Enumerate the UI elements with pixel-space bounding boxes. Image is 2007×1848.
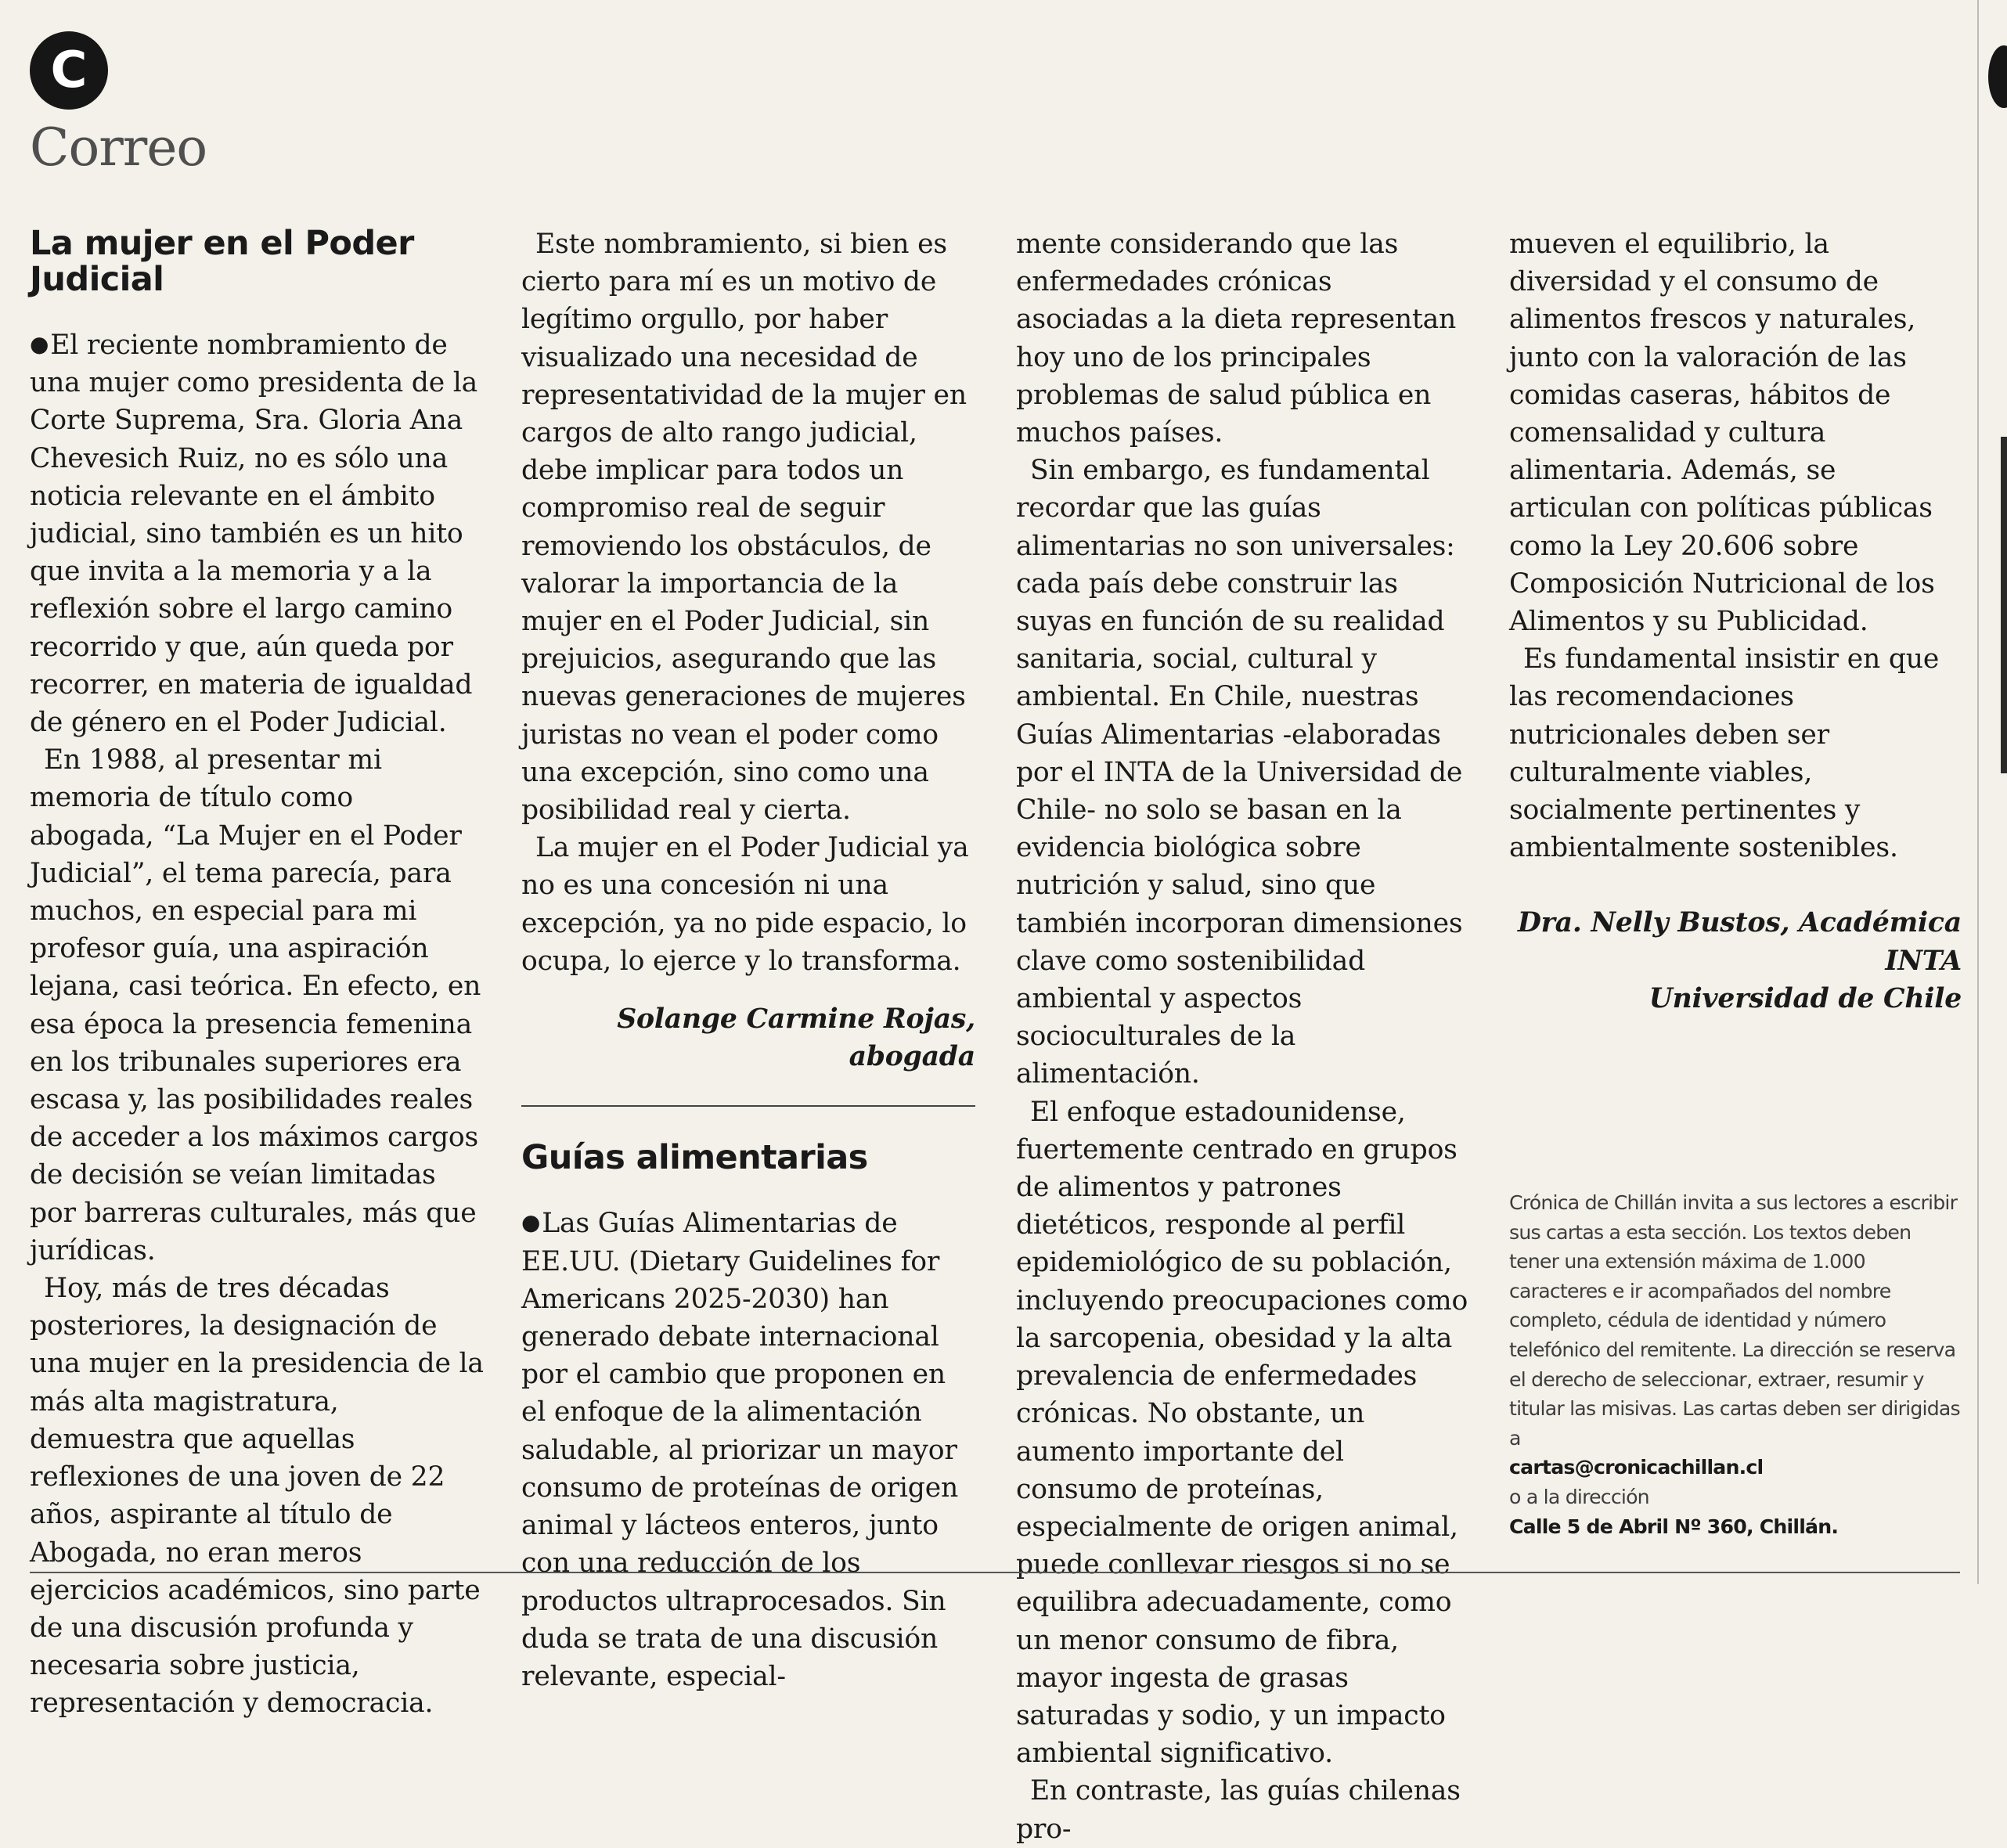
letter1-paragraph-1: ●El reciente nombramiento de una mujer como presidenta de la Corte Suprema, Sra. Gloria Ana Chevesich Ruiz, no es sólo una noticia relevante en el ámbito judicial, sino también es un hito que invita a la memoria y a la reflexión sobre el largo camino recorrido y que, aún queda por recorrer, en materia de igualdad de género en el Poder Judicial. xyxy=(30,330,478,739)
letter2-paragraph-5: Es fundamental insistir en que las recomendaciones nutricionales deben ser culturalmente viables, socialmente pertinentes y ambientalmente sostenibles. xyxy=(1509,643,1940,864)
column-1 xyxy=(30,225,484,1723)
letter1-paragraph-2: En 1988, al presentar mi memoria de título como abogada, “La Mujer en el Poder Judicial”, el tema parecía, para muchos, en especial para mi profesor guía, una aspiración lejana, casi teórica. En efecto, en esa época la presencia femenina en los tribunales superiores era escasa y, las posibilidades reales de acceder a los máximos cargos de decisión se veían limitadas por barreras culturales, más que jurídicas. xyxy=(30,744,481,1266)
letter2-headline: Guías alimentarias xyxy=(521,1138,868,1178)
notice-text: Crónica de Chillán invita a sus lectores a escribir sus cartas a esta sección. Los textos deben tener una extensión máxima de 1.000 caracteres e ir acompañados del nombre completo, cédula de identidad y número telefónico del remitente. La dirección se reserva el derecho de seleccionar, extraer, resumir y titular las misivas. Las cartas deben ser dirigidas a xyxy=(1509,1191,1960,1450)
letter2-signature-line2: Universidad de Chile xyxy=(1648,982,1962,1014)
section-title: Correo xyxy=(30,117,207,178)
notice-email[interactable]: cartas@cronicachillan.cl xyxy=(1509,1456,1764,1479)
submission-notice xyxy=(1509,1188,1963,1541)
letter1-paragraph-5: La mujer en el Poder Judicial ya no es una concesión ni una excepción, ya no pide espacio, lo ocupa, lo ejerce y lo transforma. xyxy=(521,832,969,977)
letter2-signature-line1: Dra. Nelly Bustos, Académica INTA xyxy=(1517,907,1962,977)
letter1-paragraph-4: Este nombramiento, si bien es cierto para mí es un motivo de legítimo orgullo, por haber visualizado una necesidad de representatividad de la mujer en cargos de alto rango judicial, debe implicar para todos un compromiso real de seguir removiendo los obstáculos, de valorar la importancia de la mujer en el Poder Judicial, sin prejuicios, asegurando que las nuevas generaciones de mujeres juristas no vean el poder como una excepción, sino como una posibilidad real y cierta. xyxy=(521,229,967,827)
section-logo: C xyxy=(30,31,108,110)
letter2-paragraph-2: Sin embargo, es fundamental recordar que las guías alimentarias no son universales: cada país debe construir las suyas en función de su realidad sanitaria, social, cultural y ambiental. En Chile, nuestras Guías Alimentarias -elaboradas por el INTA de la Universidad de Chile- no solo se basan en la evidencia biológica sobre nutrición y salud, sino que también incorporan dimensiones clave como sostenibilidad ambiental y aspectos socioculturales de la alimentación. xyxy=(1016,455,1463,1090)
letter1-paragraph-3: Hoy, más de tres décadas posteriores, la designación de una mujer en la presidencia de la más alta magistratura, demuestra que aquellas reflexiones de una joven de 22 años, aspirante al título de Abogada, no eran meros ejercicios académicos, sino parte de una discusión profunda y necesaria sobre justicia, representación y democracia. xyxy=(30,1273,484,1720)
notice-or-text: o a la dirección xyxy=(1509,1485,1649,1508)
bullet-icon: ● xyxy=(521,1209,541,1236)
letter2-paragraph-4: En contraste, las guías chilenas pro- xyxy=(1016,1775,1461,1845)
letter2-paragraph-4-cont: mueven el equilibrio, la diversidad y el consumo de alimentos frescos y naturales, junto con la valoración de las comidas caseras, hábitos de comensalidad y cultura alimentaria. Además, se articulan con políticas públicas como la Ley 20.606 sobre Composición Nutricional de los Alimentos y su Publicidad. xyxy=(1509,229,1935,638)
column-2 xyxy=(521,225,975,1695)
article-divider xyxy=(521,1105,975,1107)
column-4 xyxy=(1509,225,1962,1018)
column-3 xyxy=(1016,225,1470,1848)
letter2-paragraph-1: ●Las Guías Alimentarias de EE.UU. (Dietary Guidelines for Americans 2025-2030) han generado debate internacional por el cambio que proponen en el enfoque de la alimentación saludable, al priorizar un mayor consumo de proteínas de origen animal y lácteos enteros, junto con una reducción de los productos ultraprocesados. Sin duda se trata de una discusión relevante, especial- xyxy=(521,1208,959,1692)
notice-address: Calle 5 de Abril Nº 360, Chillán. xyxy=(1509,1515,1839,1538)
bottom-divider xyxy=(30,1572,1960,1573)
letter1-headline: La mujer en el Poder Judicial xyxy=(30,224,414,299)
letter2-paragraph-1-cont: mente considerando que las enfermedades crónicas asociadas a la dieta representan hoy uno de los principales problemas de salud pública en muchos países. xyxy=(1016,229,1457,449)
adjacent-page-edge xyxy=(1977,0,2007,1584)
bullet-icon: ● xyxy=(30,331,49,357)
adjacent-image-fragment xyxy=(2001,437,2007,773)
letter1-signature: Solange Carmine Rojas, abogada xyxy=(617,1003,975,1073)
letter2-paragraph-3: El enfoque estadounidense, fuertemente centrado en grupos de alimentos y patrones dietéticos, responde al perfil epidemiológico de su población, incluyendo preocupaciones como la sarcopenia, obesidad y la alta prevalencia de enfermedades crónicas. No obstante, un aumento importante del consumo de proteínas, especialmente de origen animal, puede conllevar riesgos si no se equilibra adecuadamente, como un menor consumo de fibra, mayor ingesta de grasas saturadas y sodio, y un impacto ambiental significativo. xyxy=(1016,1096,1468,1770)
